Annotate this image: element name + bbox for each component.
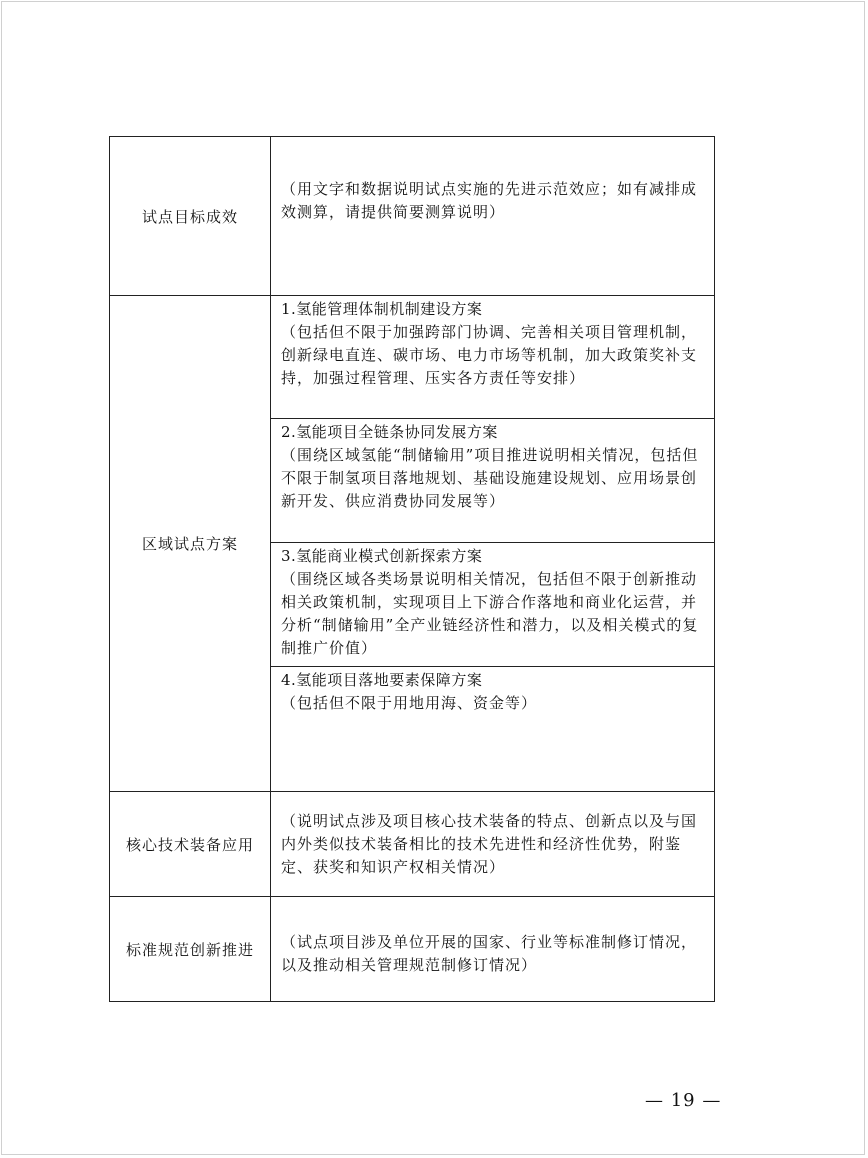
row-content-core-technology[interactable] (271, 792, 715, 897)
pilot-goals-description: （用文字和数据说明试点实施的先进示范效应；如有减排成效测算，请提供简要测算说明） (281, 180, 698, 221)
section-title: 2.氢能项目全链条协同发展方案 (281, 423, 498, 441)
row-label-pilot-goals: 试点目标成效 (110, 137, 271, 296)
table-row-regional-plan-1 (110, 296, 715, 419)
core-technology-description: （说明试点涉及项目核心技术装备的特点、创新点以及与国内外类似技术装备相比的技术先进性和经济性优势，附鉴定、获奖和知识产权相关情况） (281, 811, 698, 876)
row-label-regional-plan: 区域试点方案 (110, 296, 271, 792)
section-description: （包括但不限于用地用海、资金等） (281, 694, 538, 712)
application-form-table (109, 136, 715, 1002)
standards-description: （试点项目涉及单位开展的国家、行业等标准制修订情况，以及推动相关管理规范制修订情况） (281, 933, 698, 974)
regional-plan-section-4[interactable] (271, 667, 715, 792)
section-description: （围绕区域氢能“制储输用”项目推进说明相关情况，包括但不限于制氢项目落地规划、基础设施建设规划、应用场景创新开发、供应消费协同发展等） (281, 446, 699, 510)
section-description: （包括但不限于加强跨部门协调、完善相关项目管理机制，创新绿电直连、碳市场、电力市场等机制，加大政策奖补支持，加强过程管理、压实各方责任等安排） (281, 323, 698, 387)
row-label-core-technology: 核心技术装备应用 (110, 792, 271, 897)
table-row-pilot-goals (110, 137, 715, 296)
row-content-pilot-goals[interactable] (271, 137, 715, 296)
regional-plan-section-2[interactable] (271, 419, 715, 543)
regional-plan-section-3[interactable] (271, 543, 715, 667)
row-label-standards: 标准规范创新推进 (110, 897, 271, 1002)
section-description: （围绕区域各类场景说明相关情况，包括但不限于创新推动相关政策机制，实现项目上下游合作落地和商业化运营，并分析“制储输用”全产业链经济性和潜力，以及相关模式的复制推广价值） (281, 570, 699, 657)
table-row-standards (110, 897, 715, 1002)
section-title: 1.氢能管理体制机制建设方案 (281, 300, 483, 318)
row-content-standards[interactable] (271, 897, 715, 1002)
section-title: 3.氢能商业模式创新探索方案 (281, 547, 483, 565)
section-title: 4.氢能项目落地要素保障方案 (281, 671, 483, 689)
page-number: — 19 — (645, 1090, 722, 1111)
regional-plan-section-1[interactable] (271, 296, 715, 419)
table-row-core-technology (110, 792, 715, 897)
